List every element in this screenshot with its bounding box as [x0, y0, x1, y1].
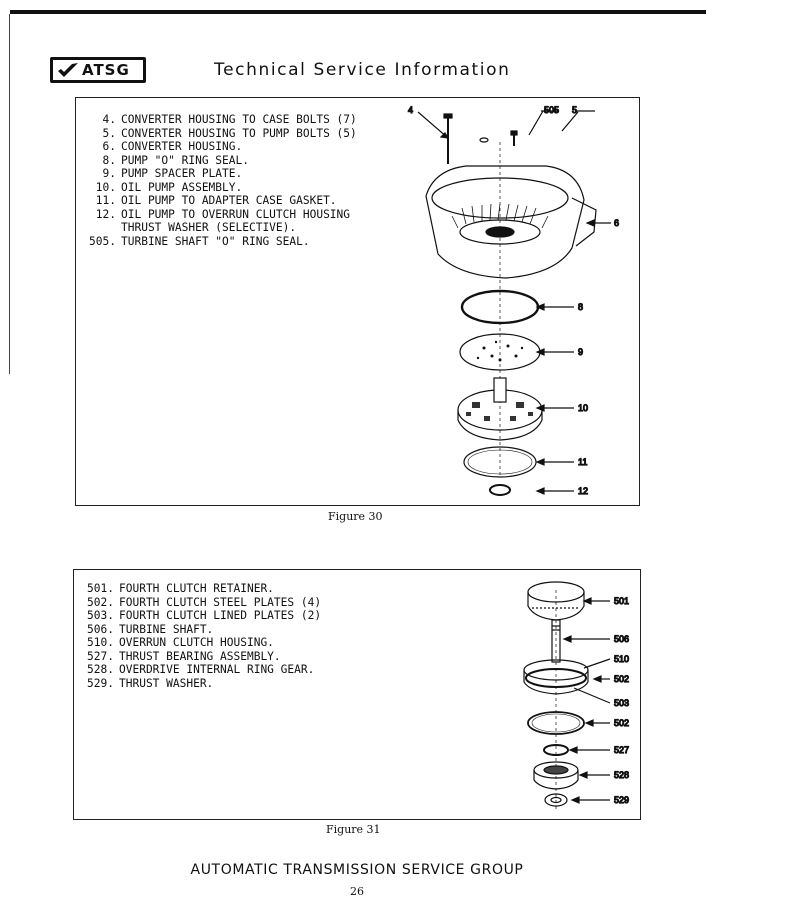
callout-label: 8	[578, 302, 584, 312]
part-item: 10. OIL PUMP ASSEMBLY.	[95, 180, 243, 194]
part-item: 4. CONVERTER HOUSING TO CASE BOLTS (7)	[102, 113, 357, 126]
callout-label: 503	[614, 698, 630, 708]
top-rule	[10, 10, 706, 14]
figure-30-box	[75, 97, 640, 506]
part-item: 9. PUMP SPACER PLATE.	[102, 167, 243, 180]
figure-31-box	[73, 569, 641, 820]
part-item: 5. CONVERTER HOUSING TO PUMP BOLTS (5)	[102, 126, 357, 140]
callout-label: 527	[614, 745, 630, 755]
part-item-continuation: THRUST WASHER (SELECTIVE).	[121, 221, 297, 234]
callout-label: 10	[578, 403, 589, 413]
figure-30-parts-list	[84, 113, 357, 248]
part-item: 8. PUMP "O" RING SEAL.	[102, 153, 249, 167]
figure-31-parts-list	[82, 582, 321, 690]
checkmark-icon	[57, 62, 79, 78]
page-title: Technical Service Information	[214, 60, 511, 80]
footer-title: AUTOMATIC TRANSMISSION SERVICE GROUP	[190, 862, 524, 878]
logo-text: ATSG	[82, 60, 130, 79]
part-item: 506. TURBINE SHAFT.	[87, 622, 214, 636]
callout-label: 506	[614, 634, 630, 644]
callout-label: 5	[572, 105, 578, 115]
callout-label: 528	[614, 770, 630, 780]
part-item: 505. TURBINE SHAFT "O" RING SEAL.	[89, 234, 310, 248]
callout-label: 505	[544, 105, 560, 115]
part-item: 11. OIL PUMP TO ADAPTER CASE GASKET.	[95, 194, 337, 207]
left-margin-rule	[9, 14, 10, 374]
callout-label: 6	[614, 218, 620, 228]
figure-31-exploded-diagram	[424, 570, 639, 821]
atsg-logo	[50, 57, 146, 83]
part-item: 501. FOURTH CLUTCH RETAINER.	[87, 582, 274, 595]
part-item: 6. CONVERTER HOUSING.	[102, 140, 243, 153]
part-item: 510. OVERRUN CLUTCH HOUSING.	[87, 636, 274, 649]
part-item: 12. OIL PUMP TO OVERRUN CLUTCH HOUSING	[95, 207, 351, 221]
callout-label: 12	[578, 486, 589, 496]
figure-30-caption: Figure 30	[328, 510, 383, 523]
callout-label: 9	[578, 347, 584, 357]
part-item: 503. FOURTH CLUTCH LINED PLATES (2)	[87, 609, 322, 622]
callout-label: 529	[614, 795, 630, 805]
part-item: 528. OVERDRIVE INTERNAL RING GEAR.	[87, 663, 315, 676]
callout-label: 502	[614, 718, 630, 728]
page-number: 26	[350, 885, 364, 898]
callout-label: 501	[614, 596, 630, 606]
callout-label: 510	[614, 654, 630, 664]
part-item: 502. FOURTH CLUTCH STEEL PLATES (4)	[87, 595, 322, 609]
figure-31-caption: Figure 31	[326, 823, 381, 836]
part-item: 529. THRUST WASHER.	[87, 676, 214, 690]
callout-label: 4	[408, 105, 414, 115]
figure-30-exploded-diagram	[396, 98, 641, 507]
part-item: 527. THRUST BEARING ASSEMBLY.	[87, 649, 281, 663]
callout-label: 502	[614, 674, 630, 684]
callout-label: 11	[578, 457, 588, 467]
